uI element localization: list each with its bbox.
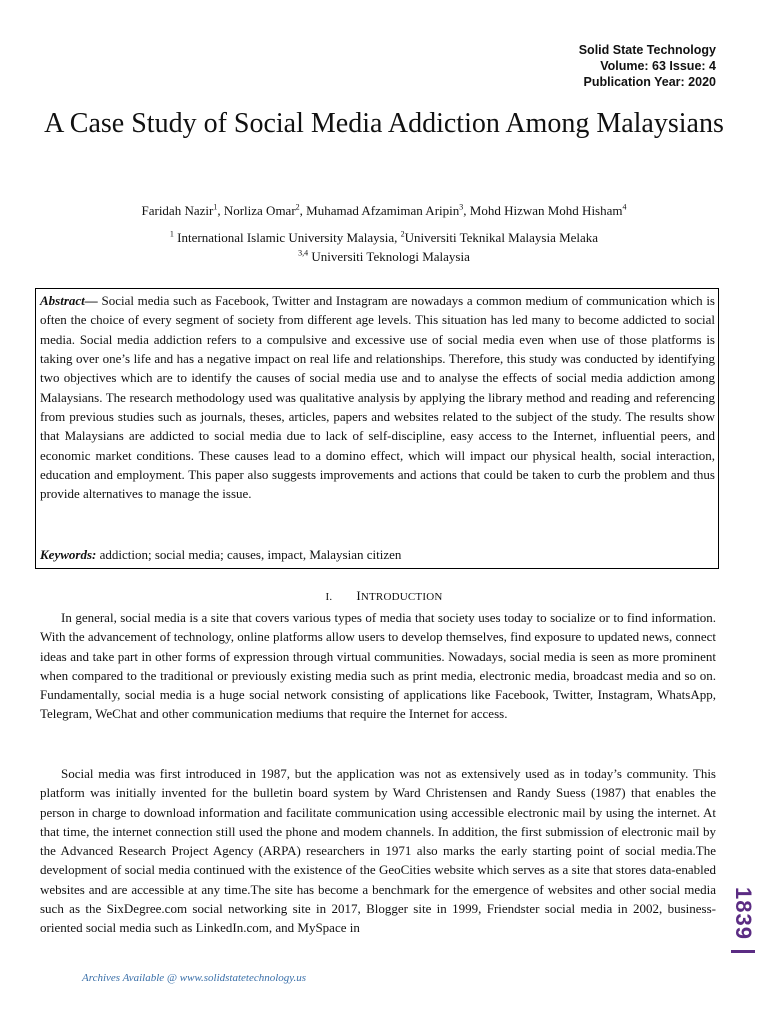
author-name: Faridah Nazir (141, 203, 214, 218)
affiliation-line-1 (40, 230, 728, 246)
body-paragraph: In general, social media is a site that covers various types of media that society uses today to socialize or to find information. With the advancement of technology, online platforms allow users to develop themselves, find exposure to updated news, connect ideas and take part in other forms of expression through virtual communities. Nowadays, social media is seen as more prominent when compared to the traditional or previously existing media such as print media, electronic media, broadcast media and so on. Fundamentally, social media is a huge social network consisting of applications like Facebook, Twitter, Instagram, WhatsApp, Telegram, WeChat and other communication mediums that require the Internet for access. (40, 610, 716, 722)
body-paragraph: Social media was first introduced in 1987, but the application was not as extensively used as in today’s community. This platform was initially invented for the bulletin board system by Ward Christensen and Randy Suess (1987) that enables the person in charge to download information and facilitate communication using accessible electronic mail by using the internet. At that time, the internet connection still used the phone and modem channels. In addition, the first submission of electronic mail by the Advanced Research Project Agency (ARPA) researchers in 1971 also marks the early starting point of social media.The development of social media continued with the existence of the GeoCities website which serves as a site that stores data-enabled websites and are accessible at any time.The site has become a benchmark for the emergence of websites and other social media such as the SixDegree.com social networking site in 2017, Blogger site in 1999, Friendster social media in 2002, business-oriented social media such as LinkedIn.com, and MySpace in (40, 766, 716, 936)
page-number (728, 878, 758, 966)
section-title-initial: I (356, 588, 361, 603)
section-number: I. (325, 591, 333, 603)
abstract-body: Social media such as Facebook, Twitter and Instagram are nowadays a common medium of communication which is often the choice of every segment of society from different age levels. This situation has led many to become addicted to social media. Social media addiction refers to a compulsive and excessive use of social media even when use of those platforms is taking over one’s life and has a negative impact on real life and relationships. Therefore, this study was conducted by identifying two objectives which are to identify the causes of social media use and to analyse the effects of social media addiction among Malaysians. The research methodology used was qualitative analysis by applying the library method and reading and referencing from previous studies such as journals, theses, articles, papers and websites related to the subject of the study. The results show that Malaysians are addicted to social media due to lack of self-discipline, easy access to the Internet, influential peers, and economic market conditions. These causes lead to a domino effect, which will impact our physical health, social interaction, education and employment. This paper also suggests improvements and actions that could be taken to curb the problem and thus provide alternatives to manage the issue. (40, 293, 715, 502)
abstract-box (35, 288, 719, 569)
section-title-rest: NTRODUCTION (360, 591, 443, 603)
keywords (40, 547, 401, 563)
author-affiliation-marker: 1 (213, 202, 218, 212)
journal-publication-year: Publication Year: 2020 (583, 75, 716, 89)
affiliation-marker: 1 (169, 229, 174, 239)
page-number-underline (731, 950, 755, 953)
author-affiliation-marker: 3 (459, 202, 464, 212)
author-name: Mohd Hizwan Mohd Hisham (469, 203, 623, 218)
affiliation-text: Universiti Teknikal Malaysia Melaka (404, 230, 599, 245)
abstract-label: Abstract— (40, 293, 98, 308)
affiliation-line-2 (40, 249, 728, 265)
affiliation-marker: 2 (400, 229, 405, 239)
journal-name: Solid State Technology (578, 43, 716, 57)
paper-title: A Case Study of Social Media Addiction Among Malaysians (44, 108, 724, 139)
journal-volume-issue: Volume: 63 Issue: 4 (600, 59, 716, 73)
affiliation-text: International Islamic University Malaysia, (173, 230, 401, 245)
author-list: Faridah Nazir$^1$, Norliza Omar$^2$, Muhamad Afzamiman Aripin$^3$, Mohd Hizwan Mohd Hisham$^4$ (141, 202, 627, 218)
author-name: Muhamad Afzamiman Aripin (306, 203, 460, 218)
keywords-text: addiction; social media; causes, impact, Malaysian citizen (96, 547, 402, 562)
author-name: Norliza Omar (223, 203, 296, 218)
journal-info (579, 42, 716, 90)
section-heading-introduction (0, 588, 768, 604)
affiliation-text: Universiti Teknologi Malaysia (308, 249, 470, 264)
author-affiliation-marker: 4 (622, 202, 627, 212)
keywords-label: Keywords: (40, 547, 97, 562)
affiliation-marker: 3,4 (298, 248, 309, 258)
archive-footer-link[interactable]: Archives Available @ www.solidstatetechnology.us (82, 972, 307, 984)
page-number-text: 1839 (731, 886, 756, 940)
abstract (40, 291, 715, 504)
author-affiliation-marker: 2 (295, 202, 300, 212)
